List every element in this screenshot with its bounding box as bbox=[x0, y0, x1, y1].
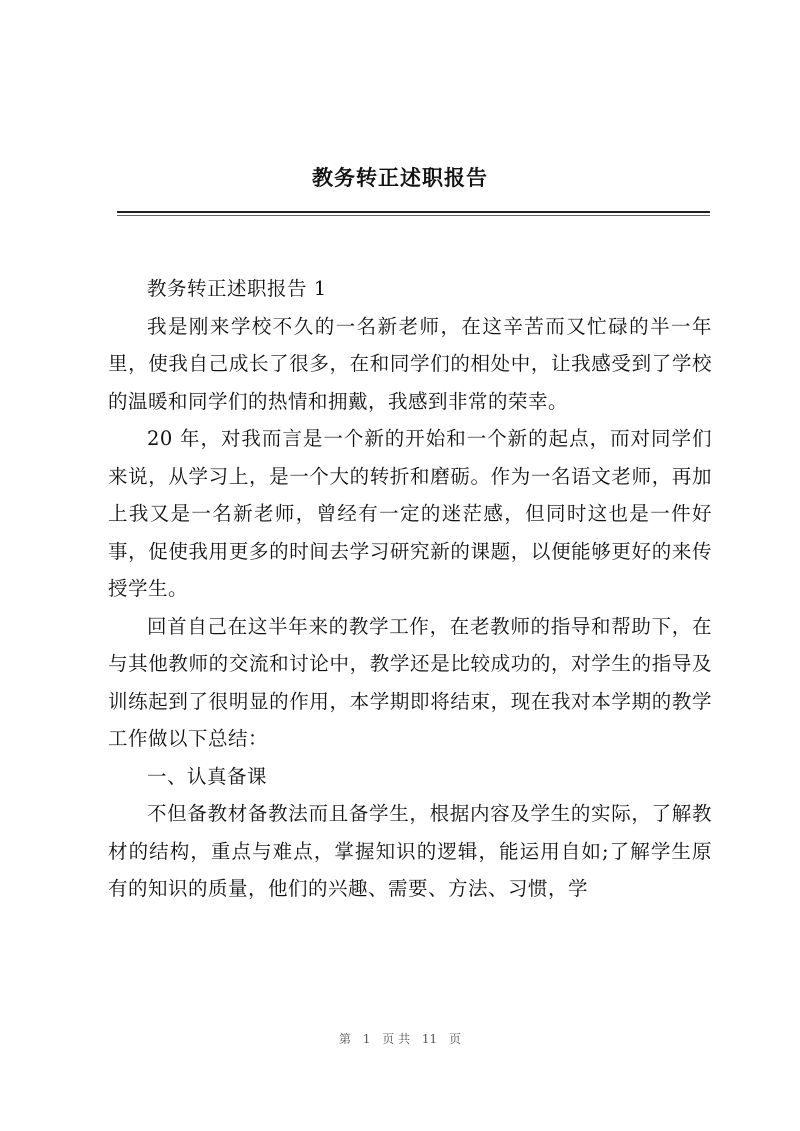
total-page-count: 11 bbox=[421, 1032, 438, 1046]
section-heading: 教务转正述职报告 1 bbox=[147, 277, 327, 300]
page-title: 教务转正述职报告 bbox=[312, 165, 488, 190]
paragraph: 回首自己在这半年来的教学工作，在老教师的指导和帮助下，在与其他教师的交流和讨论中，教学还是比较成功的，对学生的指导及训练起到了很明显的作用，本学期即将结束，现在我对本学期的教学工作做以下总结： bbox=[108, 614, 712, 750]
footer-prefix: 第 bbox=[338, 1032, 351, 1046]
subheading: 一、认真备课 bbox=[147, 764, 268, 788]
title-divider-thin bbox=[117, 215, 710, 216]
footer-middle: 页 共 bbox=[382, 1032, 411, 1046]
current-page-number: 1 bbox=[362, 1032, 371, 1046]
document-body bbox=[108, 270, 712, 908]
footer-suffix: 页 bbox=[449, 1032, 462, 1046]
paragraph: 我是刚来学校不久的一名新老师，在这辛苦而又忙碌的半一年里，使我自己成长了很多，在和同学们的相处中，让我感受到了学校的温暖和同学们的热情和拥戴，我感到非常的荣幸。 bbox=[108, 314, 712, 413]
page-footer bbox=[0, 1030, 800, 1047]
title-divider bbox=[117, 211, 710, 213]
paragraph: 不但备教材备教法而且备学生，根据内容及学生的实际，了解教材的结构，重点与难点，掌握知识的逻辑，能运用自如;了解学生原有的知识的质量，他们的兴趣、需要、方法、习惯，学 bbox=[108, 802, 712, 900]
paragraph: 20 年，对我而言是一个新的开始和一个新的起点，而对同学们来说，从学习上，是一个大的转折和磨砺。作为一名语文老师，再加上我又是一名新老师，曾经有一定的迷茫感，但同时这也是一件好事，促使我用更多的时间去学习研究新的课题，以便能够更好的来传授学生。 bbox=[108, 427, 712, 600]
